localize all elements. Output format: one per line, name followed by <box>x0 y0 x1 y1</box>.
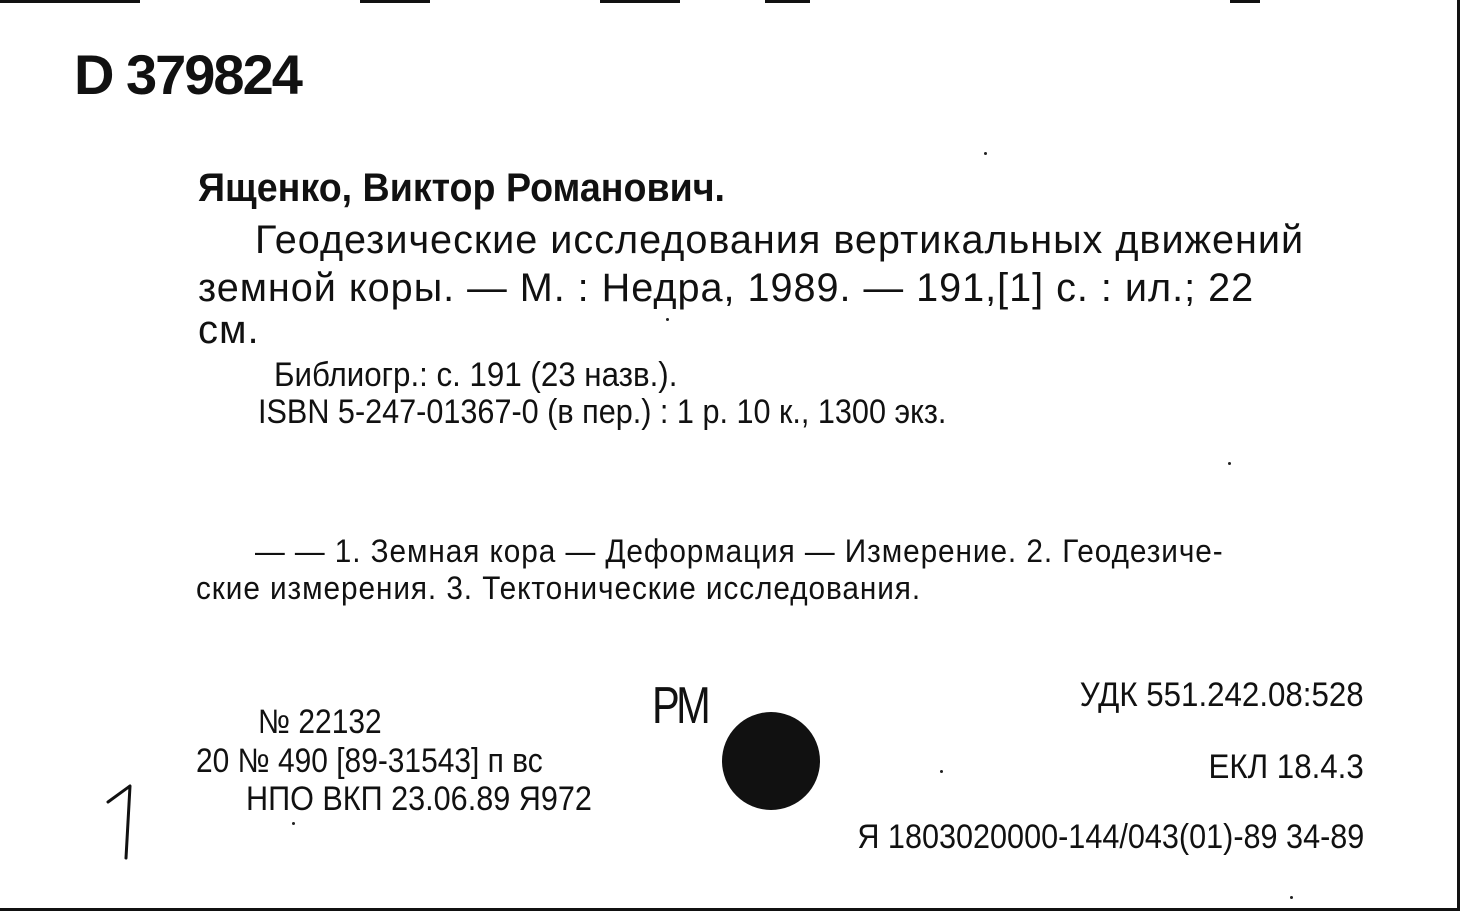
order-number-text: № 22132 <box>258 703 382 741</box>
title-line-3: см. <box>198 308 260 352</box>
udk-classification <box>1055 676 1364 715</box>
scan-edge-mark <box>1230 0 1260 3</box>
scan-edge-mark <box>0 0 140 3</box>
publisher-info <box>246 780 630 819</box>
isbn-line <box>258 393 1023 432</box>
scan-speck <box>940 770 943 773</box>
scan-edge-mark <box>600 0 680 3</box>
subjects-line-1-text: — — 1. Земная кора — Деформация — Измерение. 2. Геодезиче- <box>255 533 1224 569</box>
scan-speck <box>984 152 987 155</box>
title-line-1 <box>255 218 1315 263</box>
title-line-2-text: земной коры. — М. : Недра, 1989. — 191,[1] с. : ил.; 22 <box>198 266 1255 310</box>
scan-speck <box>1228 462 1231 465</box>
subjects-line-1 <box>255 533 1296 570</box>
subjects-line-2-text: ские измерения. 3. Тектонические исследования. <box>196 570 922 606</box>
inventory-number: D 379824 <box>74 43 301 106</box>
subjects-line-2 <box>196 570 976 607</box>
scan-speck <box>666 318 669 321</box>
title-line-2 <box>198 266 1265 311</box>
print-info-text: 20 № 490 [89-31543] п вс <box>196 742 543 780</box>
author-heading <box>198 166 759 211</box>
scan-speck <box>292 822 295 825</box>
isbn-text: ISBN 5-247-01367-0 (в пер.) : 1 р. 10 к., 1300 экз. <box>258 393 947 431</box>
handwritten-one-mark <box>104 782 144 862</box>
udk-text: УДК 551.242.08:528 <box>1079 676 1364 714</box>
publisher-info-text: НПО ВКП 23.06.89 Я972 <box>246 780 592 818</box>
bibliography-text: Библиогр.: с. 191 (23 назв.). <box>274 356 678 394</box>
rm-stamp-text: РМ <box>652 677 708 735</box>
print-info <box>196 742 590 781</box>
black-dot-mark <box>722 712 820 810</box>
ekl-text: ЕКЛ 18.4.3 <box>1208 748 1364 786</box>
bibliography-note <box>274 356 712 395</box>
catalog-code-text: Я 1803020000-144/043(01)-89 34-89 <box>857 818 1364 856</box>
rm-stamp <box>652 676 721 736</box>
scan-speck <box>1290 896 1293 899</box>
catalog-code <box>801 818 1364 857</box>
scan-edge-mark <box>765 0 810 3</box>
title-line-1-text: Геодезические исследования вертикальных движений <box>255 218 1305 262</box>
author-text: Ященко, Виктор Романович. <box>198 166 725 210</box>
ekl-classification <box>1195 748 1364 787</box>
scan-edge-mark <box>360 0 430 3</box>
order-number <box>258 703 398 742</box>
